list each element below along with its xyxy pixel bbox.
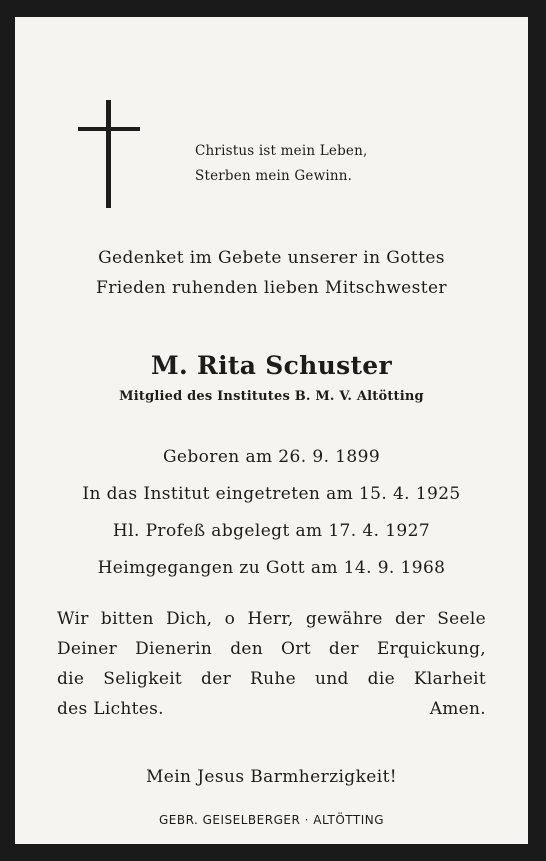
prayer-last-line [57, 694, 486, 724]
membership-line: Mitglied des Institutes B. M. V. Altötting [119, 389, 424, 404]
closing-invocation: Mein Jesus Barmherzigkeit! [145, 767, 398, 787]
amen: Amen. [429, 699, 486, 719]
intro-line: Frieden ruhenden lieben Mitschwester [96, 278, 447, 298]
intro-text [15, 243, 528, 303]
motto [195, 139, 368, 189]
intro-line: Gedenket im Gebete unserer in Gottes [98, 248, 445, 268]
prayer-line: die Seligkeit der Ruhe und die Klarheit [57, 669, 486, 689]
profession-date: Hl. Profeß abgelegt am 17. 4. 1927 [112, 521, 431, 541]
prayer-block [57, 604, 486, 724]
prayer-line: Deiner Dienerin den Ort der Erquickung, [57, 639, 486, 659]
birth-date: Geboren am 26. 9. 1899 [162, 447, 381, 467]
motto-line: Christus ist mein Leben, [195, 143, 368, 159]
printer-imprint: GEBR. GEISELBERGER · ALTÖTTING [158, 813, 385, 827]
prayer-line-end: des Lichtes. [57, 699, 164, 719]
deceased-name: M. Rita Schuster [151, 351, 392, 380]
prayer-line: Wir bitten Dich, o Herr, gewähre der Seele [57, 609, 486, 629]
entry-date: In das Institut eingetreten am 15. 4. 1925 [82, 484, 461, 504]
motto-line: Sterben mein Gewinn. [195, 168, 353, 184]
memorial-card [15, 17, 528, 844]
death-date: Heimgegangen zu Gott am 14. 9. 1968 [97, 558, 446, 578]
cross-icon [78, 100, 140, 208]
dates-block [15, 439, 528, 587]
